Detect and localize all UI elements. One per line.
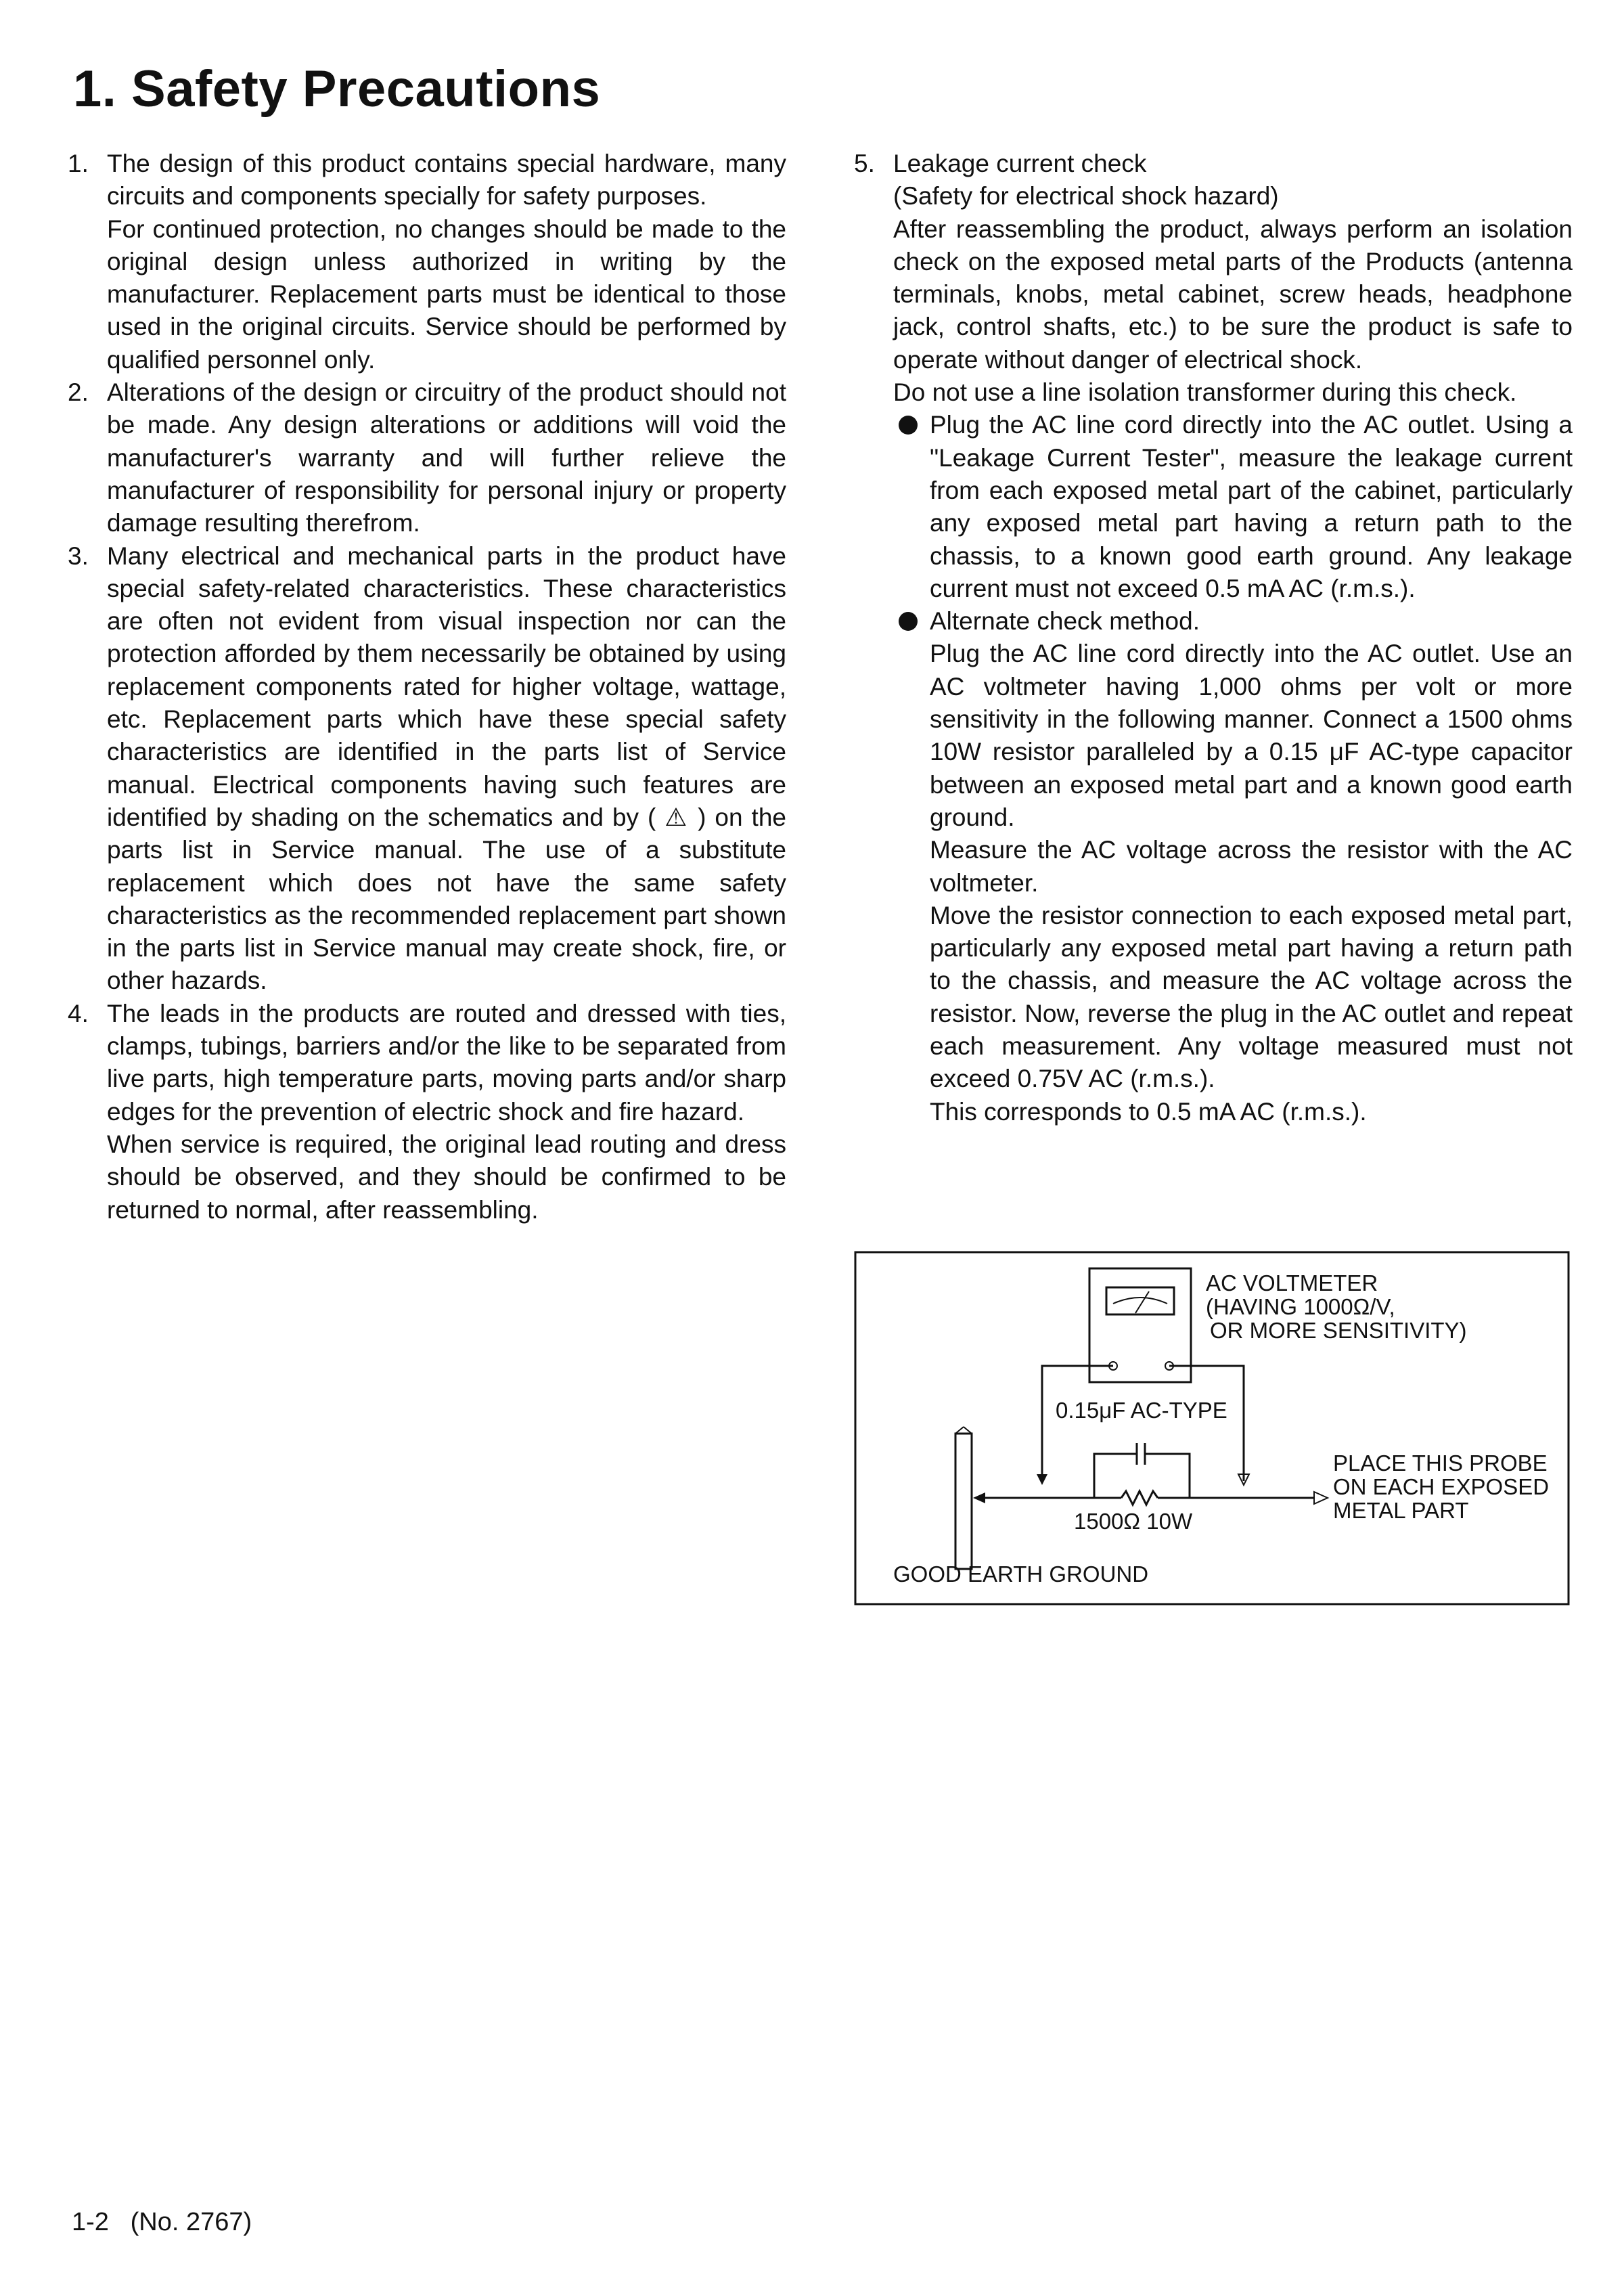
ground-arrowhead <box>973 1492 985 1503</box>
bullet-paragraph: Move the resistor connection to each exposed metal part, particularly any exposed metal part having a return path to the chassis, and measure the AC voltage across the resistor. Now, reverse the plug in the AC outlet and repeat each measurement. Any voltage measured must not exceed 0.75V AC (r.m.s.). <box>930 901 1573 1093</box>
item-paragraph: Alterations of the design or circuitry of the product should not be made. Any design alterations or additions will void the manufacturer's warranty and will further relieve the manufacturer of responsibility for personal injury or property damage resulting therefrom. <box>107 378 786 537</box>
precaution-item-2 <box>68 376 786 539</box>
capacitor-label: 0.15μF AC-TYPE <box>1056 1398 1227 1423</box>
bullet-dot-icon <box>893 605 930 1128</box>
resistor-icon <box>983 1491 1314 1505</box>
item-paragraph: For continued protection, no changes should be made to the original design unless authorized in writing by the manufacturer. Replacement parts must be identical to those used in the original circuits. Service should be performed by qualified personnel only. <box>107 215 786 374</box>
precaution-item-3 <box>68 540 786 998</box>
item-number: 3. <box>68 541 89 570</box>
item-number: 4. <box>68 999 89 1027</box>
bullet-paragraph: This corresponds to 0.5 mA AC (r.m.s.). <box>930 1097 1367 1126</box>
item-subheading: (Safety for electrical shock hazard) <box>893 182 1279 211</box>
item-paragraph: After reassembling the product, always perform an isolation check on the exposed metal parts of the Products (antenna terminals, knobs, metal cabinet, screw heads, headphone jack, control shafts, etc.) to be sure the product is safe to operate without danger of electrical shock. <box>893 215 1573 374</box>
left-lead-arrowhead <box>1037 1474 1047 1485</box>
bullet-paragraph: Alternate check method. <box>930 607 1200 636</box>
resistor-label: 1500Ω 10W <box>1074 1509 1193 1534</box>
ground-rod-icon <box>955 1427 972 1569</box>
item-paragraph: The design of this product contains special hardware, many circuits and components specially for safety purposes. <box>107 150 786 211</box>
item-paragraph: Many electrical and mechanical parts in the product have special safety-related characteristics. These characteristics are often not evident from visual inspection nor can the protection afforded by them necessarily be obtained by using replacement components rated for higher voltage, wattage, etc. Replacement parts which have these special safety characteristics are identified in the parts list of Service manual. Electrical components having such features are identified by shading on the schematics and by ( ⚠ ) on the parts list in Service manual. The use of a substitute replacement which does not have the same safety characteristics as the recommended replacement part shown in the parts list in Service manual may create shock, fire, or other hazards. <box>107 541 786 995</box>
voltmeter-label-line2: (HAVING 1000Ω/V, <box>1206 1294 1395 1319</box>
item-paragraph: The leads in the products are routed and dressed with ties, clamps, tubings, barriers and/or the like to be separated from live parts, high temperature parts, moving parts and/or sharp edges for the prevention of electric shock and fire hazard. <box>107 999 786 1126</box>
probe-label-line3: METAL PART <box>1333 1498 1469 1523</box>
voltmeter-label-line3: OR MORE SENSITIVITY) <box>1210 1318 1467 1343</box>
bullet-item-1 <box>893 409 1573 605</box>
capacitor-icon <box>1094 1443 1190 1498</box>
probe-label-line1: PLACE THIS PROBE <box>1333 1450 1548 1476</box>
ground-label: GOOD EARTH GROUND <box>893 1562 1149 1587</box>
precaution-item-1 <box>68 148 786 376</box>
leakage-test-diagram <box>854 1251 1571 1607</box>
bullet-paragraph: Plug the AC line cord directly into the AC outlet. Use an AC voltmeter having 1,000 ohms per volt or more sensitivity in the following manner. Connect a 1500 ohms 10W resistor paralleled by a 0.15 μF AC-type capacitor between an exposed metal part and a known good earth ground. <box>930 640 1573 831</box>
bullet-paragraph: Plug the AC line cord directly into the AC outlet. Using a "Leakage Current Tester", measure the leakage current from each exposed metal part of the cabinet, particularly any exposed metal part having a return path to the chassis, to a known good earth ground. Any leakage current must not exceed 0.5 mA AC (r.m.s.). <box>930 411 1573 602</box>
bullet-dot-icon <box>893 409 930 605</box>
page-title: 1. Safety Precautions <box>73 60 601 118</box>
page-number: 1-2 (No. 2767) <box>72 2208 252 2236</box>
page-footer <box>72 2208 252 2237</box>
probe-arrowhead <box>1314 1492 1328 1504</box>
item-paragraph: When service is required, the original lead routing and dress should be observed, and they should be confirmed to be returned to normal, after reassembling. <box>107 1130 786 1224</box>
bullet-paragraph: Measure the AC voltage across the resistor with the AC voltmeter. <box>930 836 1573 897</box>
item-number: 2. <box>68 378 89 407</box>
item-number: 5. <box>854 150 875 177</box>
voltmeter-label-line1: AC VOLTMETER <box>1206 1270 1378 1295</box>
probe-label-line2: ON EACH EXPOSED <box>1333 1474 1550 1499</box>
precaution-item-5 <box>854 148 1573 1128</box>
item-paragraph: Do not use a line isolation transformer during this check. <box>893 378 1517 407</box>
item-heading: Leakage current check <box>893 150 1147 177</box>
left-column <box>68 148 786 1226</box>
item-number: 1. <box>68 150 89 177</box>
bullet-item-2 <box>893 605 1573 1128</box>
precaution-item-4 <box>68 998 786 1226</box>
right-column <box>854 148 1573 1128</box>
